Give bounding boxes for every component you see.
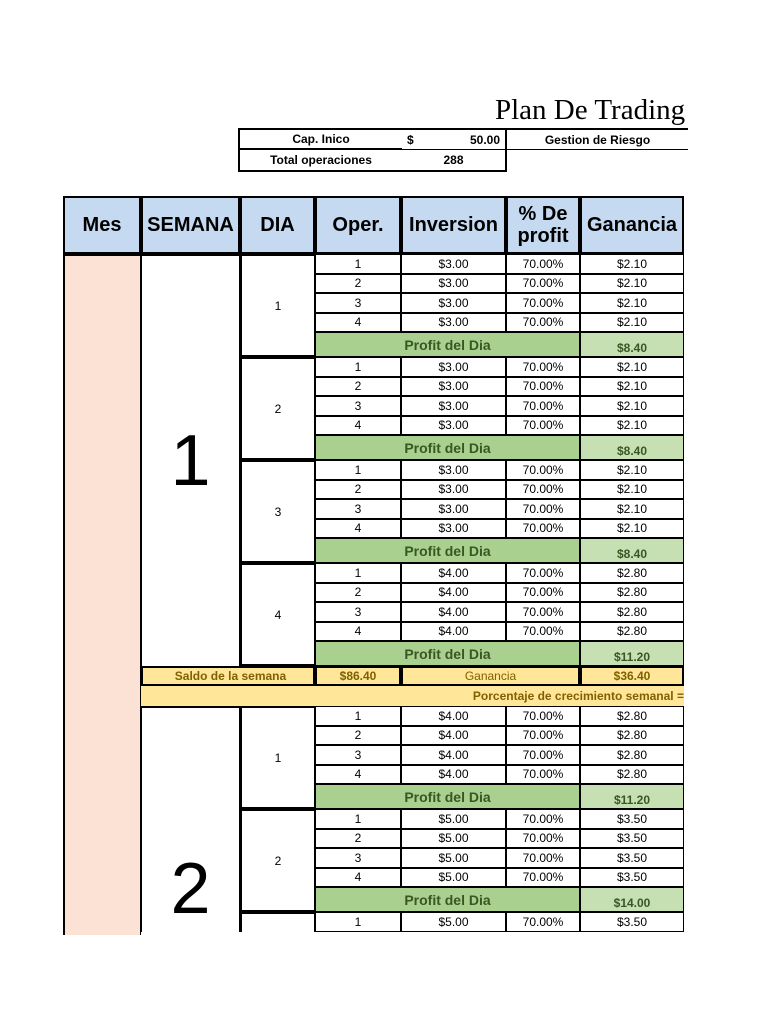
pct-profit-cell[interactable]: 70.00% (506, 765, 580, 785)
oper-cell[interactable]: 3 (315, 848, 401, 868)
ganancia-cell[interactable]: $2.10 (580, 357, 684, 377)
pct-profit-cell[interactable]: 70.00% (506, 583, 580, 603)
pct-profit-cell[interactable]: 70.00% (506, 357, 580, 377)
dia-cell[interactable]: 2 (240, 357, 315, 460)
oper-cell[interactable]: 3 (315, 396, 401, 416)
inversion-cell[interactable]: $4.00 (401, 765, 506, 785)
ganancia-semana-value[interactable]: $36.40 (580, 666, 684, 686)
ganancia-cell[interactable]: $2.10 (580, 274, 684, 294)
oper-cell[interactable]: 3 (315, 499, 401, 519)
oper-cell[interactable]: 1 (315, 563, 401, 583)
inversion-cell[interactable]: $4.00 (401, 706, 506, 726)
inversion-cell[interactable]: $3.00 (401, 357, 506, 377)
pct-profit-cell[interactable]: 70.00% (506, 519, 580, 539)
inversion-cell[interactable]: $3.00 (401, 480, 506, 500)
pct-profit-cell[interactable]: 70.00% (506, 706, 580, 726)
ganancia-cell[interactable]: $2.80 (580, 602, 684, 622)
ganancia-semana-label[interactable]: Ganancia (401, 666, 580, 686)
profit-del-dia-label[interactable]: Profit del Dia (315, 538, 580, 563)
pct-profit-cell[interactable]: 70.00% (506, 377, 580, 397)
pct-profit-cell[interactable]: 70.00% (506, 563, 580, 583)
inversion-cell[interactable]: $5.00 (401, 912, 506, 932)
dia-cell[interactable]: 4 (240, 563, 315, 666)
pct-profit-cell[interactable]: 70.00% (506, 416, 580, 436)
capital-info-table (238, 128, 688, 172)
inversion-cell[interactable]: $4.00 (401, 563, 506, 583)
inversion-cell[interactable]: $3.00 (401, 519, 506, 539)
total-ops-value[interactable]: 288 (402, 150, 507, 172)
inversion-cell[interactable]: $3.00 (401, 396, 506, 416)
ganancia-cell[interactable]: $2.80 (580, 563, 684, 583)
cap-label[interactable]: Cap. Inico (238, 128, 402, 150)
ganancia-cell[interactable]: $2.80 (580, 765, 684, 785)
oper-cell[interactable]: 4 (315, 622, 401, 642)
header-pct-profit[interactable]: % De profit (506, 196, 580, 254)
oper-cell[interactable]: 1 (315, 912, 401, 932)
oper-cell[interactable]: 1 (315, 460, 401, 480)
ganancia-cell[interactable]: $2.10 (580, 313, 684, 333)
sheet-title: Plan De Trading (495, 94, 686, 126)
oper-cell[interactable]: 3 (315, 293, 401, 313)
profit-del-dia-value[interactable]: $11.20 (580, 784, 684, 809)
ganancia-cell[interactable]: $2.10 (580, 416, 684, 436)
oper-cell[interactable]: 4 (315, 765, 401, 785)
inversion-cell[interactable]: $5.00 (401, 809, 506, 829)
inversion-cell[interactable]: $4.00 (401, 726, 506, 746)
total-ops-label[interactable]: Total operaciones (238, 150, 402, 172)
pct-profit-cell[interactable]: 70.00% (506, 293, 580, 313)
semana-number[interactable]: 1 (141, 254, 240, 666)
oper-cell[interactable]: 2 (315, 829, 401, 849)
profit-del-dia-value[interactable]: $8.40 (580, 435, 684, 460)
profit-del-dia-label[interactable]: Profit del Dia (315, 887, 580, 912)
profit-del-dia-value[interactable]: $14.00 (580, 887, 684, 912)
cap-currency[interactable]: $ (402, 128, 447, 150)
ganancia-cell[interactable]: $3.50 (580, 829, 684, 849)
profit-del-dia-label[interactable]: Profit del Dia (315, 435, 580, 460)
oper-cell[interactable]: 2 (315, 377, 401, 397)
ganancia-cell[interactable]: $2.10 (580, 480, 684, 500)
ganancia-cell[interactable]: $2.10 (580, 377, 684, 397)
riesgo-label[interactable]: Gestion de Riesgo (507, 128, 688, 150)
ganancia-cell[interactable]: $2.10 (580, 499, 684, 519)
oper-cell[interactable]: 1 (315, 254, 401, 274)
pct-profit-cell[interactable]: 70.00% (506, 622, 580, 642)
profit-del-dia-label[interactable]: Profit del Dia (315, 641, 580, 666)
oper-cell[interactable]: 2 (315, 480, 401, 500)
oper-cell[interactable]: 2 (315, 726, 401, 746)
inversion-cell[interactable]: $5.00 (401, 868, 506, 888)
pct-profit-cell[interactable]: 70.00% (506, 313, 580, 333)
oper-cell[interactable]: 2 (315, 274, 401, 294)
pct-profit-cell[interactable]: 70.00% (506, 460, 580, 480)
saldo-semana-label[interactable]: Saldo de la semana (141, 666, 315, 686)
dia-cell[interactable]: 3 (240, 460, 315, 563)
pct-profit-cell[interactable]: 70.00% (506, 499, 580, 519)
ganancia-cell[interactable]: $2.10 (580, 396, 684, 416)
inversion-cell[interactable]: $4.00 (401, 745, 506, 765)
header-dia[interactable]: DIA (240, 196, 315, 254)
ganancia-cell[interactable]: $2.10 (580, 460, 684, 480)
pct-profit-cell[interactable]: 70.00% (506, 868, 580, 888)
oper-cell[interactable]: 4 (315, 313, 401, 333)
header-oper[interactable]: Oper. (315, 196, 401, 254)
inversion-cell[interactable]: $3.00 (401, 274, 506, 294)
pct-profit-cell[interactable]: 70.00% (506, 912, 580, 932)
oper-cell[interactable]: 3 (315, 602, 401, 622)
profit-del-dia-label[interactable]: Profit del Dia (315, 784, 580, 809)
oper-cell[interactable]: 4 (315, 416, 401, 436)
pct-profit-cell[interactable]: 70.00% (506, 480, 580, 500)
inversion-cell[interactable]: $4.00 (401, 622, 506, 642)
inversion-cell[interactable]: $4.00 (401, 583, 506, 603)
ganancia-cell[interactable]: $2.80 (580, 622, 684, 642)
ganancia-cell[interactable]: $2.80 (580, 726, 684, 746)
pct-profit-cell[interactable]: 70.00% (506, 745, 580, 765)
inversion-cell[interactable]: $5.00 (401, 829, 506, 849)
dia-cell[interactable]: 2 (240, 809, 315, 912)
header-mes[interactable]: Mes (63, 196, 141, 254)
pct-profit-cell[interactable]: 70.00% (506, 254, 580, 274)
ganancia-cell[interactable]: $3.50 (580, 809, 684, 829)
mes-cell[interactable] (63, 254, 141, 935)
profit-del-dia-value[interactable]: $8.40 (580, 538, 684, 563)
oper-cell[interactable]: 4 (315, 868, 401, 888)
inversion-cell[interactable]: $3.00 (401, 460, 506, 480)
oper-cell[interactable]: 1 (315, 809, 401, 829)
inversion-cell[interactable]: $3.00 (401, 377, 506, 397)
pct-profit-cell[interactable]: 70.00% (506, 829, 580, 849)
header-inversion[interactable]: Inversion (401, 196, 506, 254)
header-ganancia[interactable]: Ganancia (580, 196, 684, 254)
dia-cell[interactable] (240, 912, 315, 932)
cap-value[interactable]: 50.00 (447, 128, 507, 150)
inversion-cell[interactable]: $3.00 (401, 313, 506, 333)
inversion-cell[interactable]: $3.00 (401, 416, 506, 436)
pct-profit-cell[interactable]: 70.00% (506, 809, 580, 829)
ganancia-cell[interactable]: $3.50 (580, 912, 684, 932)
ganancia-cell[interactable]: $2.80 (580, 745, 684, 765)
saldo-semana-value[interactable]: $86.40 (315, 666, 401, 686)
oper-cell[interactable]: 2 (315, 583, 401, 603)
dia-cell[interactable]: 1 (240, 706, 315, 809)
inversion-cell[interactable]: $4.00 (401, 602, 506, 622)
semana-number[interactable]: 2 (141, 706, 240, 932)
profit-del-dia-label[interactable]: Profit del Dia (315, 332, 580, 357)
pct-profit-cell[interactable]: 70.00% (506, 602, 580, 622)
dia-cell[interactable]: 1 (240, 254, 315, 357)
ganancia-cell[interactable]: $2.10 (580, 293, 684, 313)
ganancia-cell[interactable]: $3.50 (580, 848, 684, 868)
pct-profit-cell[interactable]: 70.00% (506, 396, 580, 416)
ganancia-cell[interactable]: $2.10 (580, 254, 684, 274)
profit-del-dia-value[interactable]: $11.20 (580, 641, 684, 666)
inversion-cell[interactable]: $5.00 (401, 848, 506, 868)
oper-cell[interactable]: 3 (315, 745, 401, 765)
pct-profit-cell[interactable]: 70.00% (506, 274, 580, 294)
oper-cell[interactable]: 1 (315, 357, 401, 377)
inversion-cell[interactable]: $3.00 (401, 293, 506, 313)
profit-del-dia-value[interactable]: $8.40 (580, 332, 684, 357)
oper-cell[interactable]: 1 (315, 706, 401, 726)
header-semana[interactable]: SEMANA (141, 196, 240, 254)
inversion-cell[interactable]: $3.00 (401, 499, 506, 519)
inversion-cell[interactable]: $3.00 (401, 254, 506, 274)
oper-cell[interactable]: 4 (315, 519, 401, 539)
porcentaje-crecimiento-label[interactable]: Porcentaje de crecimiento semanal = (141, 686, 684, 706)
pct-profit-cell[interactable]: 70.00% (506, 726, 580, 746)
ganancia-cell[interactable]: $2.80 (580, 706, 684, 726)
ganancia-cell[interactable]: $2.10 (580, 519, 684, 539)
pct-profit-cell[interactable]: 70.00% (506, 848, 580, 868)
ganancia-cell[interactable]: $3.50 (580, 868, 684, 888)
ganancia-cell[interactable]: $2.80 (580, 583, 684, 603)
